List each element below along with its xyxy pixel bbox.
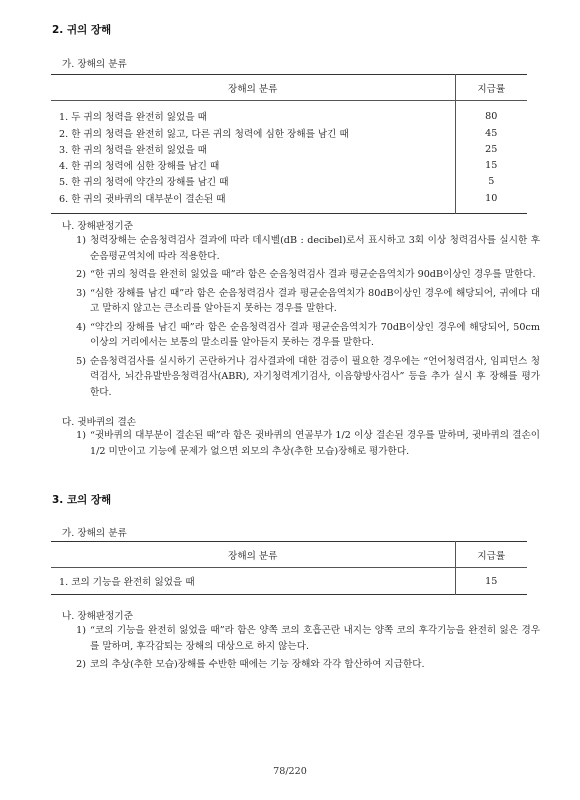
item-number: 2) (76, 659, 86, 670)
item-text: “귓바퀴의 대부분이 결손된 때”라 함은 귓바퀴의 연골부가 1/2 이상 결손된 경우를 말하며, 귓바퀴의 결손이 1/2 미만이고 기능에 문제가 없으면 외모의 추상(추한 모습)장해로 평가한다. (90, 430, 540, 457)
item-text: 코의 추상(추한 모습)장해를 수반한 때에는 기능 장해와 각각 합산하여 지급한다. (90, 659, 425, 670)
section-heading-ear: 2. 귀의 장해 (52, 24, 112, 36)
item-number: 1) (76, 235, 86, 246)
row-label: 1. 두 귀의 청력을 완전히 잃었을 때 (59, 112, 207, 123)
item-number: 1) (76, 430, 86, 441)
page-number: 78/220 (273, 766, 307, 777)
header-rate: 지급률 (455, 75, 527, 101)
table-row (51, 189, 527, 214)
table-row (51, 173, 527, 189)
item-number: 5) (76, 355, 86, 367)
list-item (62, 623, 540, 654)
list-item (62, 354, 540, 401)
ear-criteria-list (62, 233, 540, 403)
header-classification: 장해의 분류 (51, 75, 455, 101)
table-header-row (51, 75, 527, 101)
row-label: 3. 한 귀의 청력을 완전히 잃었을 때 (59, 145, 207, 156)
item-text: “코의 기능을 완전히 잃었을 때”라 함은 양쪽 코의 호흡곤란 내지는 양쪽 코의 후각기능을 완전히 잃은 경우를 말하며, 후각감퇴는 장해의 대상으로 하지 않는다. (90, 625, 540, 652)
row-rate: 25 (455, 141, 527, 157)
row-rate: 15 (455, 157, 527, 173)
section-heading-nose: 3. 코의 장해 (52, 494, 112, 506)
item-number: 3) (76, 287, 86, 299)
item-text: “약간의 장해를 남긴 때”라 함은 순음청력검사 결과 평균순음역치가 70dB이상인 경우에 해당되어, 50cm이상의 거리에서는 보통의 말소리를 알아듣지 못하는 경우를 말한다. (90, 321, 540, 348)
list-item (62, 233, 540, 264)
table-row (51, 157, 527, 173)
list-item (62, 428, 540, 459)
list-item (62, 267, 540, 283)
nose-criteria-list (62, 623, 540, 676)
item-text: “한 귀의 청력을 완전히 잃었을 때”라 함은 순음청력검사 결과 평균순음역치가 90dB이상인 경우를 말한다. (90, 269, 536, 280)
list-item (62, 286, 540, 317)
list-item (62, 657, 540, 673)
subheading-classification: 가. 장해의 분류 (62, 59, 127, 70)
header-rate: 지급률 (455, 542, 527, 568)
row-label: 5. 한 귀의 청력에 약간의 장해를 남긴 때 (59, 177, 229, 188)
row-label: 4. 한 귀의 청력에 심한 장해를 남긴 때 (59, 161, 220, 172)
subheading-criteria: 나. 장해판정기준 (62, 611, 133, 622)
table-row (51, 125, 527, 141)
item-text: 순음청력검사를 실시하기 곤란하거나 검사결과에 대한 검증이 필요한 경우에는 “언어청력검사, 임피던스 청력검사, 뇌간유발반응청력검사(ABR), 자기청력계기검사, 이음향방사검사” 등을 추가 실시 후 장해를 평가한다. (90, 355, 540, 398)
table-row (51, 141, 527, 157)
subheading-auricle: 다. 귓바퀴의 결손 (62, 417, 137, 428)
row-label: 6. 한 귀의 귓바퀴의 대부분이 결손된 때 (59, 194, 226, 205)
header-classification: 장해의 분류 (51, 542, 455, 568)
row-rate: 10 (455, 189, 527, 214)
item-text: “심한 장해를 남긴 때”라 함은 순음청력검사 결과 평균순음역치가 80dB이상인 경우에 해당되어, 귀에다 대고 말하지 않고는 큰소리를 알아듣지 못하는 경우를 말한다. (90, 287, 540, 314)
list-item (62, 320, 540, 351)
ear-disability-table (51, 74, 527, 214)
nose-disability-table (51, 541, 527, 595)
row-label: 1. 코의 기능을 완전히 잃었을 때 (59, 577, 195, 588)
row-rate: 80 (455, 101, 527, 126)
item-number: 1) (76, 625, 86, 636)
item-text: 청력장해는 순음청력검사 결과에 따라 데시벨(dB : decibel)로서 표시하고 3회 이상 청력검사를 실시한 후 순음평균역치에 따라 적용한다. (90, 235, 540, 262)
row-rate: 5 (455, 173, 527, 189)
row-label: 2. 한 귀의 청력을 완전히 잃고, 다른 귀의 청력에 심한 장해를 남긴 때 (59, 129, 349, 140)
row-rate: 15 (455, 568, 527, 595)
table-row (51, 568, 527, 595)
table-row (51, 101, 527, 126)
subheading-criteria: 나. 장해판정기준 (62, 221, 133, 232)
row-rate: 45 (455, 125, 527, 141)
subheading-classification: 가. 장해의 분류 (62, 528, 127, 539)
table-header-row (51, 542, 527, 568)
auricle-list (62, 428, 540, 462)
item-number: 2) (76, 269, 86, 280)
item-number: 4) (76, 321, 86, 333)
